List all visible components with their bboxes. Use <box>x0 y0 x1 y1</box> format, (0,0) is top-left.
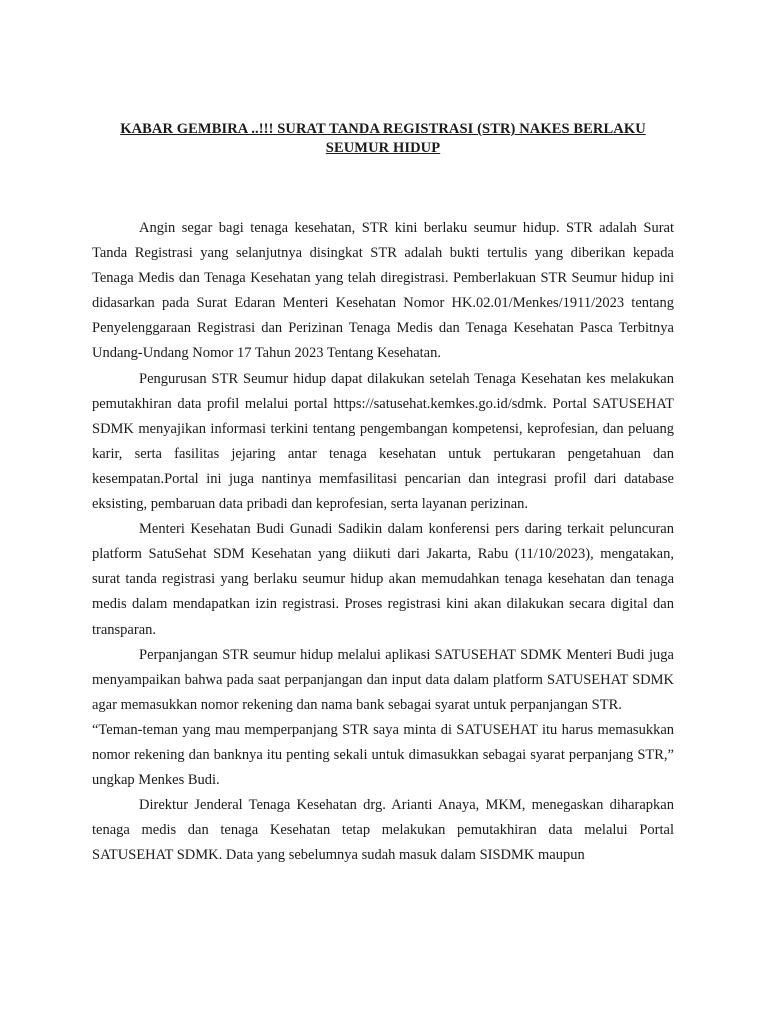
document-page <box>92 120 674 868</box>
paragraph-extension-process: Perpanjangan STR seumur hidup melalui aplikasi SATUSEHAT SDMK Menteri Budi juga menyampaikan bahwa pada saat perpanjangan dan input data dalam platform SATUSEHAT SDMK agar memasukkan nomor rekening dan nama bank sebagai syarat untuk perpanjangan STR. <box>92 646 674 713</box>
paragraph-director-general: Direktur Jenderal Tenaga Kesehatan drg. Arianti Anaya, MKM, menegaskan diharapkan tenaga medis dan tenaga Kesehatan tetap melakukan pemutakhiran data melalui Portal SATUSEHAT SDMK. Data yang sebelumnya sudah masuk dalam SISDMK maupun <box>92 797 674 864</box>
paragraph-quote: “Teman-teman yang mau memperpanjang STR saya minta di SATUSEHAT itu harus memasukkan nomor rekening dan banknya itu penting sekali untuk dimasukkan sebagai syarat perpanjang STR,” ungkap Menkes Budi. <box>92 721 674 789</box>
document-body <box>92 216 674 868</box>
paragraph-str-definition: Angin segar bagi tenaga kesehatan, STR kini berlaku seumur hidup. STR adalah Surat Tanda Registrasi yang selanjutnya disingkat STR adalah bukti tertulis yang diberikan kepada Tenaga Medis dan Tenaga Kesehatan yang telah diregistrasi. Pemberlakuan STR Seumur hidup ini didasarkan pada Surat Edaran Menteri Kesehatan Nomor HK.02.01/Menkes/1911/2023 tentang Penyelenggaraan Registrasi dan Perizinan Tenaga Medis dan Tenaga Kesehatan Pasca Terbitnya Undang-Undang Nomor 17 Tahun 2023 Tentang Kesehatan. <box>92 220 674 362</box>
paragraph-minister-statement: Menteri Kesehatan Budi Gunadi Sadikin dalam konferensi pers daring terkait peluncuran platform SatuSehat SDM Kesehatan yang diikuti dari Jakarta, Rabu (11/10/2023), mengatakan, surat tanda registrasi yang berlaku seumur hidup akan memudahkan tenaga kesehatan dan tenaga medis dalam mendapatkan izin registrasi. Proses registrasi kini akan dilakukan secara digital dan transparan. <box>92 521 674 638</box>
document-title <box>92 120 674 158</box>
document-title-line-2: SEUMUR HIDUP <box>325 140 441 156</box>
paragraph-portal-update: Pengurusan STR Seumur hidup dapat dilakukan setelah Tenaga Kesehatan kes melakukan pemutakhiran data profil melalui portal https://satusehat.kemkes.go.id/sdmk. Portal SATUSEHAT SDMK menyajikan informasi terkini tentang pengembangan kompetensi, keprofesian, dan peluang karir, serta fasilitas jejaring antar tenaga kesehatan untuk pertukaran pengetahuan dan kesempatan.Portal ini juga nantinya memfasilitasi pencarian dan integrasi profil dari database eksisting, pembaruan data pribadi dan keprofesian, serta layanan perizinan. <box>92 370 674 513</box>
document-title-line-1: KABAR GEMBIRA ..!!! SURAT TANDA REGISTRASI (STR) NAKES BERLAKU <box>120 121 646 137</box>
